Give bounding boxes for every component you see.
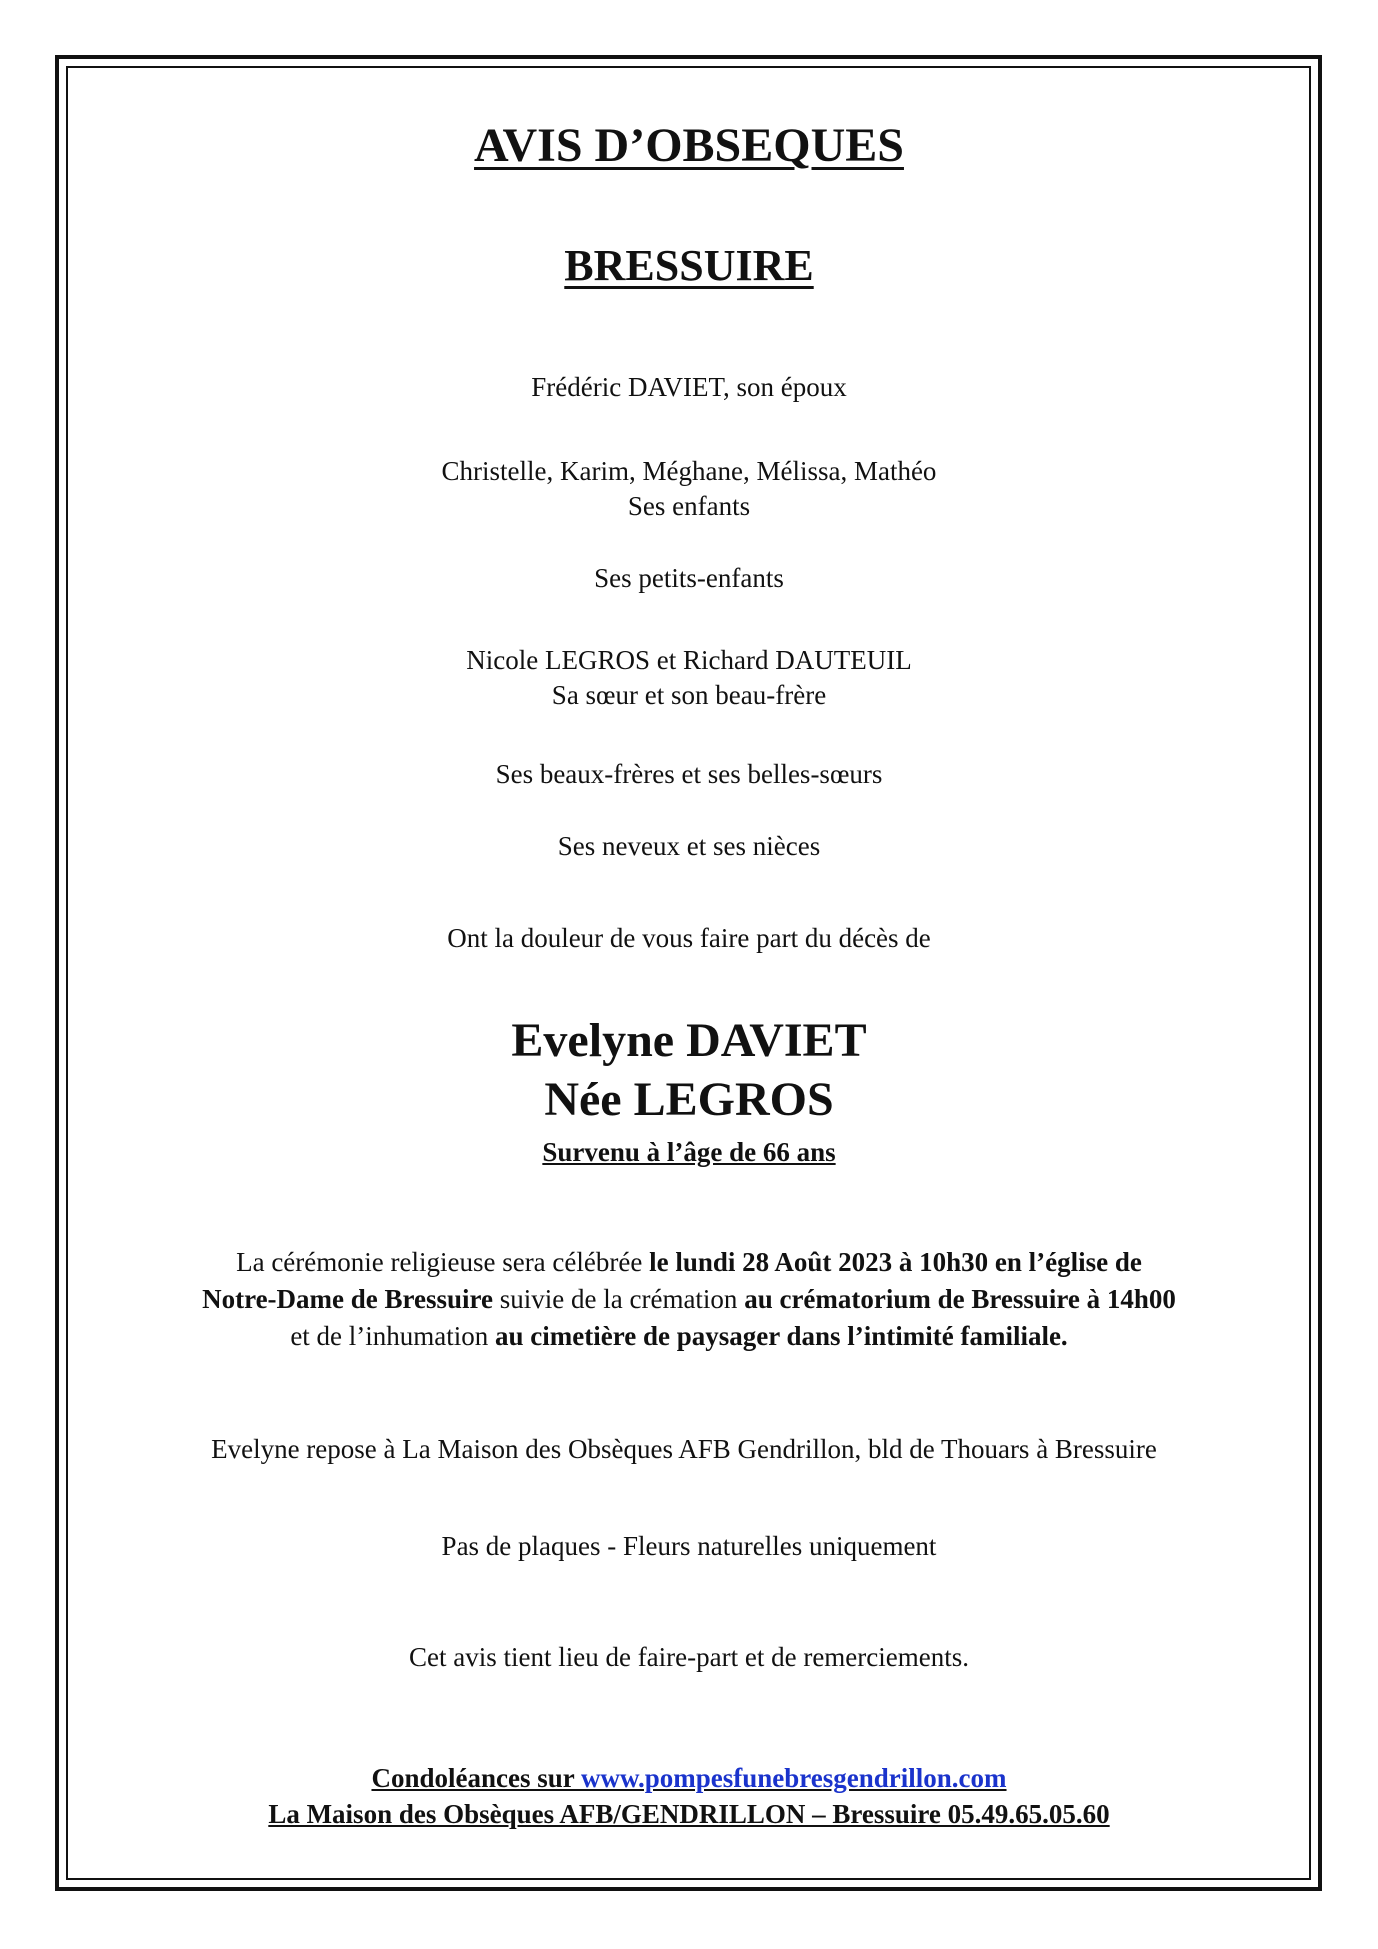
ceremony-line-1 [0, 1244, 1378, 1281]
flowers-line: Pas de plaques - Fleurs naturelles uniquement [441, 1531, 937, 1561]
in-laws-line: Ses beaux-frères et ses belles-sœurs [495, 759, 883, 789]
children-label: Ses enfants [627, 491, 751, 521]
city-heading: BRESSUIRE [564, 241, 814, 290]
deceased-age: Survenu à l’âge de 66 ans [542, 1137, 836, 1167]
condolences-line [0, 1761, 1378, 1795]
grandchildren-line: Ses petits-enfants [594, 563, 784, 593]
ceremony-text-3: et de l’inhumation [290, 1321, 496, 1351]
website-link[interactable]: www.pompesfunebresgendrillon.com [581, 1763, 1007, 1793]
ceremony-text-1: La cérémonie religieuse sera célébrée [236, 1247, 650, 1277]
notice-line: Cet avis tient lieu de faire-part et de remerciements. [409, 1642, 969, 1672]
page-title: AVIS D’OBSEQUES [474, 119, 904, 172]
ceremony-church: Notre-Dame de Bressuire [202, 1284, 494, 1314]
deceased-name: Evelyne DAVIET [511, 1014, 867, 1067]
ceremony-date: le lundi 28 Août 2023 à 10h30 en l’église de [649, 1247, 1142, 1277]
ceremony-text-2: suivie de la crémation [493, 1284, 745, 1314]
children-names: Christelle, Karim, Méghane, Mélissa, Mathéo [441, 456, 937, 486]
sister-label: Sa sœur et son beau-frère [551, 680, 827, 710]
inner-border [66, 66, 1311, 1880]
spouse-line: Frédéric DAVIET, son époux [531, 372, 847, 402]
sister-names: Nicole LEGROS et Richard DAUTEUIL [466, 645, 912, 675]
ceremony-crematorium: au crématorium de Bressuire à 14h00 [744, 1284, 1176, 1314]
ceremony-line-3 [0, 1318, 1378, 1355]
announcement-line: Ont la douleur de vous faire part du décès de [447, 923, 931, 953]
condolences-label: Condoléances sur [371, 1763, 581, 1793]
ceremony-cemetery: au cimetière de paysager dans l’intimité familiale. [495, 1321, 1068, 1351]
ceremony-line-2 [0, 1281, 1378, 1318]
ceremony-paragraph [0, 1244, 1378, 1355]
nephews-line: Ses neveux et ses nièces [557, 831, 821, 861]
deceased-maiden-name: Née LEGROS [544, 1073, 834, 1126]
rest-line: Evelyne repose à La Maison des Obsèques AFB Gendrillon, bld de Thouars à Bressuire [211, 1434, 1157, 1464]
company-line: La Maison des Obsèques AFB/GENDRILLON – Bressuire 05.49.65.05.60 [268, 1799, 1110, 1829]
